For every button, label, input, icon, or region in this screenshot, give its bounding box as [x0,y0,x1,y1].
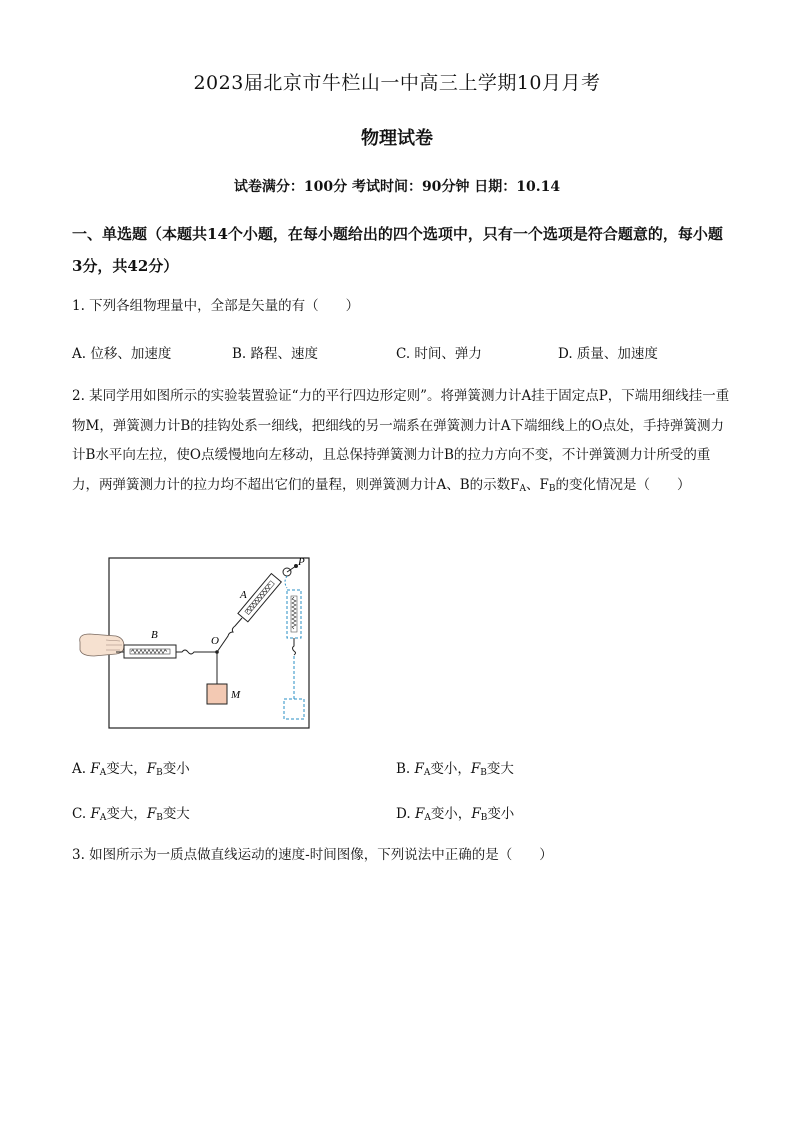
spring-scale-figure [76,556,316,740]
exam-title: 2023届北京市牛栏山一中高三上学期10月月考 [193,72,601,94]
q2-option-c: C. $F_A$变大，$F_B$变大 [72,806,190,823]
q1-option-a: A. 位移、加速度 [72,346,172,362]
q1-option-d: D. 质量、加速度 [558,346,658,362]
label-b: B [151,629,158,641]
question-1-stem: 1. 下列各组物理量中，全部是矢量的有（ ） [72,298,360,314]
question-3-stem: 3. 如图所示为一质点做直线运动的速度-时间图像，下列说法中正确的是（ ） [72,847,553,863]
q2-option-d: D. $F_A$变小，$F_B$变小 [396,806,515,823]
exam-meta: 试卷满分：100分 考试时间：90分钟 日期：10.14 [233,179,561,195]
q2-stem-text: 2. 某同学用如图所示的实验装置验证“力的平行四边形定则”。将弹簧测力计A挂于固定点P，下端用细线挂一重物M，弹簧测力计B的挂钩处系一细线，把细线的另一端系在弹簧测力计A下端细线上的O点处，手持弹簧测力计B水平向左拉，使O点缓慢地向左移动，且总保持弹簧测力计B的拉力方向不变，不计弹簧测力计所受的重力，两弹簧测力计的拉力均不超出它们的量程，则弹簧测力计A、B的示数F [72,388,730,493]
exam-subtitle: 物理试卷 [361,128,433,149]
q2-stem-mid: 、F [526,476,549,493]
question-2-stem [72,382,732,504]
label-a: A [240,589,247,601]
section-heading: 一、单选题（本题共14个小题，在每小题给出的四个选项中，只有一个选项是符合题意的，每小题3分，共42分） [72,225,723,275]
q1-option-b: B. 路程、速度 [232,346,319,362]
q2-stem-sub-a: A [519,483,527,494]
q2-option-a: A. $F_A$变大，$F_B$变小 [72,761,190,778]
q2-option-b: B. $F_A$变小，$F_B$变大 [396,761,514,778]
q1-option-c: C. 时间、弹力 [396,346,482,362]
q2-stem-sub-b: B [548,483,556,494]
apparatus-diagram [76,556,316,736]
label-o: O [211,635,219,647]
q2-stem-end: 的变化情况是（ ） [555,476,691,493]
weight-m [207,684,227,704]
label-m: M [231,689,241,701]
label-p: P [298,556,305,568]
